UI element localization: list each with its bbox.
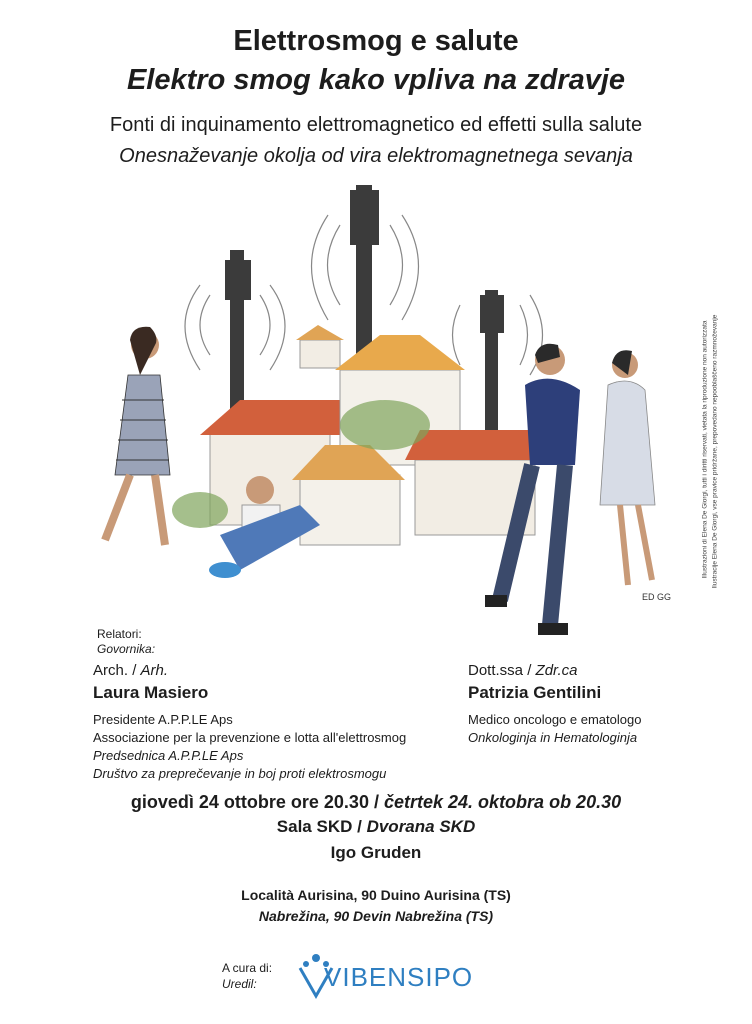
speaker-left-role-2: Associazione per la prevenzione e lotta all'elettrosmog [93,730,407,745]
vibensipo-logo [296,950,476,1000]
speaker-left-name: Laura Masiero [93,683,209,702]
address-slovenian: Nabrežina, 90 Devin Nabrežina (TS) [258,908,494,924]
speaker-left [93,661,473,783]
speaker-right-role: Medico oncologo e ematologo [468,712,642,727]
speaker-left-role-sl-2: Društvo za preprečevanje in boj proti elektrosmogu [93,766,387,781]
village-houses [172,325,540,545]
event-date-slovenian: četrtek 24. oktobra ob 20.30 [384,792,622,812]
event-date [0,790,752,814]
illustration-credit-italian: Illustrazioni di Elena De Giorgi, tutti i diritti riservati, vietata la riproduzione non autorizzata [701,320,709,579]
title-slovenian: Elektro smog kako vpliva na zdravje [126,64,626,96]
illustration [60,175,700,645]
illustration-credit [700,230,730,589]
subtitle-slovenian: Onesnaževanje okolja od vira elektromagnetnega sevanja [119,145,633,167]
event-hall-slovenian: Dvorana SKD [366,817,476,836]
organizer-label [222,960,272,992]
separator: / [132,662,137,679]
speaker-left-title-italian: Arch. [93,662,129,679]
speaker-left-title [93,661,473,681]
speaker-right [468,661,728,747]
pregnant-woman-figure [600,350,655,585]
organizer-label-italian: A cura di: [222,961,273,975]
separator: / [527,662,532,679]
subtitle-italian: Fonti di inquinamento elettromagnetico ed effetti sulla salute [109,114,643,136]
title-italian: Elettrosmog e salute [233,25,519,57]
speakers-label-italian: Relatori: [97,627,142,641]
speaker-left-role-1: Presidente A.P.P.LE Aps [93,712,233,727]
separator: / [357,817,362,836]
speaker-right-title-slovenian: Zdr.ca [535,662,578,679]
speaker-left-title-slovenian: Arh. [140,662,169,679]
organizer-label-slovenian: Uredil: [222,977,257,991]
event-hall [0,815,752,839]
event-hall-italian: Sala SKD [276,817,353,836]
speaker-right-title [468,661,728,681]
logo-text: VIBENSIPO [324,962,474,992]
speaker-right-name: Patrizia Gentilini [468,683,602,702]
event-venue: Igo Gruden [330,843,422,862]
speaker-right-title-italian: Dott.ssa [468,662,524,679]
speaker-right-role-sl: Onkologinja in Hematologinja [468,730,638,745]
speakers-label-slovenian: Govornika: [97,642,156,656]
event-date-italian: giovedì 24 ottobre ore 20.30 [130,792,369,812]
separator: / [373,792,379,812]
woman-with-phone-figure [105,327,170,545]
speaker-left-role-sl-1: Predsednica A.P.P.LE Aps [93,748,244,763]
address-italian: Località Aurisina, 90 Duino Aurisina (TS) [241,887,511,903]
illustration-credit-slovenian: Ilustracije Elena De Giorgi, vse pravice pridržane, prepovedano nepooblaščeno razmnoževanje [711,314,719,589]
artist-signature: ED GG [642,592,672,602]
